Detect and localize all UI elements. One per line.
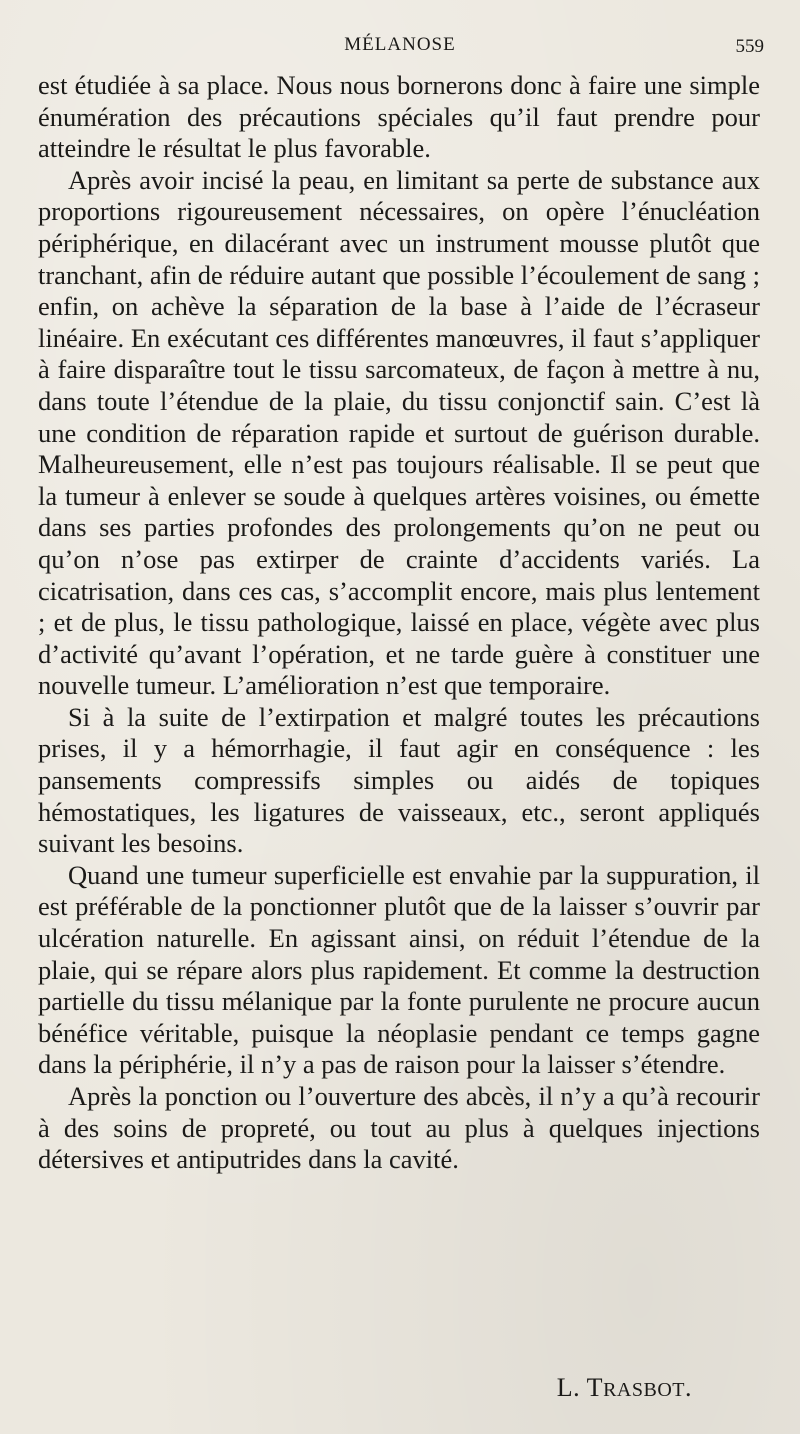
body-text — [38, 70, 760, 1176]
page-number: 559 — [735, 36, 764, 57]
paragraph-3: Si à la suite de l’extirpation et malgré toutes les précautions prises, il y a hémorrhagie, il faut agir en conséquence : les pansements compressifs simples ou aidés de topiques hémostatiques, les ligatures de vaisseaux, etc., seront appliqués suivant les besoins. — [38, 701, 760, 859]
paragraph-1: est étudiée à sa place. Nous nous bornerons donc à faire une simple énumération des précautions spéciales qu’il faut prendre pour atteindre le résultat le plus favorable. — [38, 70, 760, 164]
running-title: MÉLANOSE — [344, 34, 456, 55]
paragraph-5: Après la ponction ou l’ouverture des abcès, il n’y a qu’à recourir à des soins de propreté, ou tout au plus à quelques injections détersives et antiputrides dans la cavité. — [38, 1081, 760, 1175]
paragraph-2: Après avoir incisé la peau, en limitant sa perte de substance aux proportions rigoureusement nécessaires, on opère l’énucléation périphérique, en dilacérant avec un instrument mousse plutôt que tranchant, afin de réduire autant que possible l’écoulement de sang ; enfin, on achève la séparation de la base à l’aide de l’écraseur linéaire. En exécutant ces différentes manœuvres, il faut s’appliquer à faire disparaître tout le tissu sarcomateux, de façon à mettre à nu, dans toute l’étendue de la plaie, du tissu conjonctif sain. C’est là une condition de réparation rapide et surtout de guérison durable. Malheureusement, elle n’est pas toujours réalisable. Il se peut que la tumeur à enlever se soude à quelques artères voisines, ou émette dans ses parties profondes des prolongements qu’on ne peut ou qu’on n’ose pas extirper de crainte d’accidents variés. La cicatrisation, dans ces cas, s’accomplit encore, mais plus lentement ; et de plus, le tissu pathologique, laissé en place, végète avec plus d’activité qu’avant l’opération, et ne tarde guère à constituer une nouvelle tumeur. L’amélioration n’est que temporaire. — [38, 164, 760, 701]
paragraph-4: Quand une tumeur superficielle est envahie par la suppuration, il est préférable de la ponctionner plutôt que de la laisser s’ouvrir par ulcération naturelle. En agissant ainsi, on réduit l’étendue de la plaie, qui se répare alors plus rapidement. Et comme la destruction partielle du tissu mélanique par la fonte purulente ne procure aucun bénéfice véritable, puisque la néoplasie pendant ce temps gagne dans la périphérie, il n’y a pas de raison pour la laisser s’étendre. — [38, 859, 760, 1080]
author-signature: L. TRASBOT. — [556, 1373, 692, 1402]
running-header — [0, 30, 800, 64]
